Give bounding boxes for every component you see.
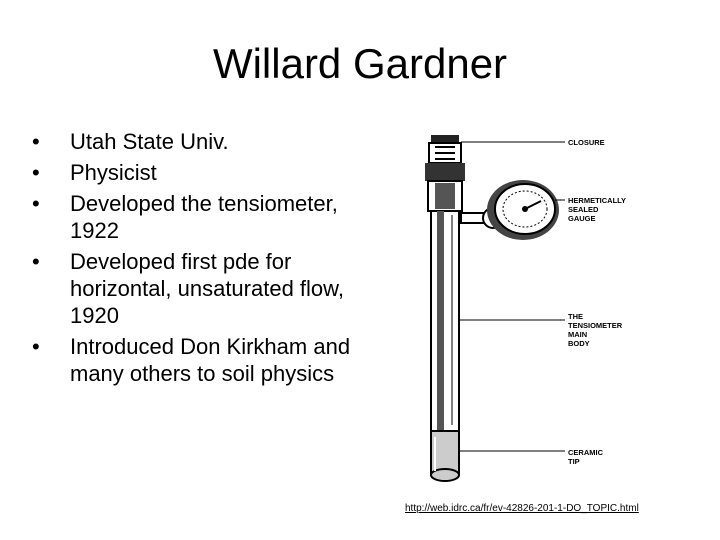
bullet-item: • Physicist [30,159,370,186]
source-link[interactable]: http://web.idrc.ca/fr/ev-42826-201-1-DO_TOPIC.html [405,503,639,514]
label-gauge-line1: HERMETICALLY [568,196,627,205]
label-body-line1: THE [568,312,583,321]
ceramic-tip [431,431,459,481]
label-body-line4: BODY [568,339,590,348]
label-body-line3: MAIN [568,330,588,339]
tensiometer-diagram [395,125,695,495]
label-tip-line1: CERAMIC [568,448,603,457]
label-tip-line2: TIP [568,457,580,466]
bullet-item: • Utah State Univ. [30,128,370,155]
main-body-tube [431,211,459,431]
bullet-item: • Introduced Don Kirkham and many others to soil physics [30,333,370,387]
gauge [461,180,559,240]
bullet-item: • Developed first pde for horizontal, unsaturated flow, 1920 [30,248,370,329]
label-body-line2: TENSIOMETER [568,321,623,330]
slide-title: Willard Gardner [212,40,508,87]
closure-cap [425,135,465,211]
label-gauge-line3: GAUGE [568,214,596,223]
label-gauge-line2: SEALED [568,205,599,214]
label-closure: CLOSURE [568,138,605,147]
bullet-item: • Developed the tensiometer, 1922 [30,190,370,244]
bullet-list [30,128,370,391]
